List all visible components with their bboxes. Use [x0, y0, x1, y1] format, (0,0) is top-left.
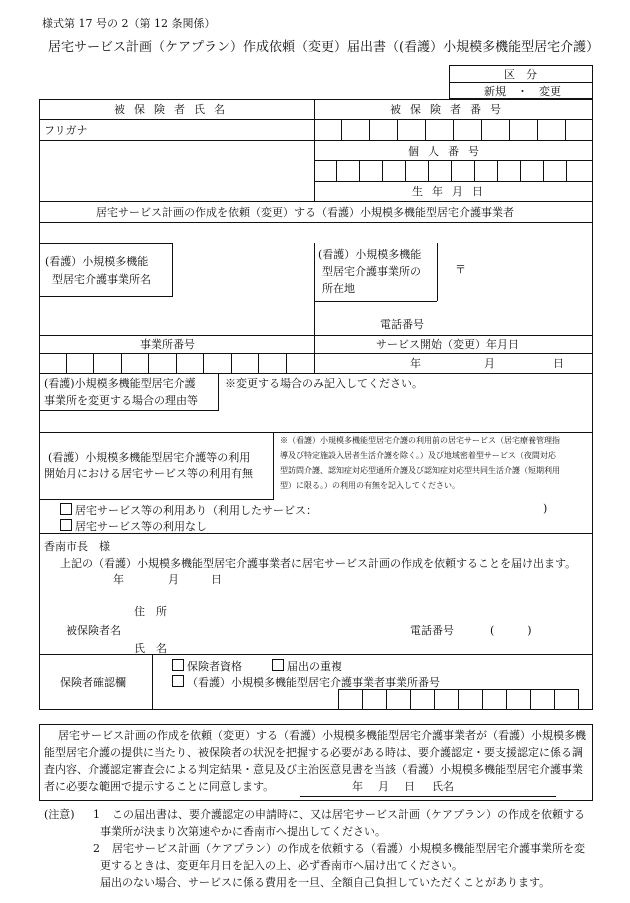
provider-phone-label: 電話番号 — [380, 318, 424, 331]
insurer-office-number-cells[interactable] — [338, 689, 579, 710]
provider-name-label-1: (看護）小規模多機能 — [45, 255, 149, 268]
usage-label-2: 開始月における居宅サービス等の利用有無 — [44, 467, 253, 480]
consent-line-2: 能型居宅介護の提供に当たり、被保険者の状況を把握する必要がある時は、要介護認定・要支援認定に係る調 — [44, 746, 583, 759]
start-day-label: 日 — [553, 357, 564, 370]
start-month-label: 月 — [484, 357, 495, 370]
note-1-line-1: この届出書は、要介護認定の申請時に、又は居宅サービス計画（ケアプラン）の作成を依頼する — [112, 808, 585, 821]
provider-name-label-2: 型居宅介護事業所名 — [52, 273, 151, 286]
note-2-number: 2 — [93, 842, 100, 855]
insurer-check-item-1[interactable]: 保険者資格 — [172, 659, 242, 672]
insurer-check-item-2[interactable]: 届出の重複 — [272, 659, 342, 672]
usage-option-yes-close: ) — [543, 502, 548, 515]
note-1-number: 1 — [93, 808, 100, 821]
usage-note-2: 導及び特定施設入居者生活介護を除く。）及び地域密着型サービス（夜間対応 — [280, 451, 556, 460]
insured-number-cells[interactable] — [314, 119, 593, 140]
addressee: 香南市長 様 — [44, 540, 110, 553]
declaration-day: 日 — [211, 573, 222, 586]
service-start-label: サービス開始（変更）年月日 — [376, 338, 519, 351]
insurer-check-item-3[interactable]: （看護）小規模多機能型居宅介護事業者事業所番号 — [172, 675, 440, 688]
insured-name-label: 被保険者氏名 — [114, 103, 234, 116]
consent-signature-line[interactable] — [300, 796, 556, 797]
provider-address-label-3: 所在地 — [322, 282, 355, 295]
declaration-text: 上記の（看護）小規模多機能型居宅介護事業者に居宅サービス計画の作成を依頼することを届け出ます。 — [60, 557, 577, 570]
note-2-line-3: 届出のない場合、サービスに係る費用を一旦、全額自己負担していただくことがあります。 — [100, 876, 551, 889]
usage-note-3: 型訪問介護、認知症対応型通所介護及び認知症対応型共同生活介護（短期利用 — [280, 466, 560, 475]
usage-label-box — [39, 432, 274, 500]
consent-day: 日 — [404, 780, 415, 793]
provider-address-label-2: 型居宅介護事業所の — [322, 265, 421, 278]
consent-month: 月 — [378, 780, 389, 793]
provider-address-label-1: (看護）小規模多機能 — [318, 248, 422, 261]
form-id: 様式第 17 号の 2（第 12 条関係） — [42, 17, 216, 30]
checkbox-icon[interactable] — [172, 675, 184, 687]
insured-name-field[interactable] — [39, 119, 315, 201]
usage-option-yes[interactable]: 居宅サービス等の利用あり（利用したサービス： — [60, 503, 317, 516]
office-number-label: 事業所番号 — [140, 338, 195, 351]
checkbox-icon[interactable] — [60, 519, 72, 531]
insurer-check-label: 保険者確認欄 — [60, 676, 126, 689]
declaration-insured-label: 被保険者名 — [66, 624, 121, 637]
provider-header: 居宅サービス計画の作成を依頼（変更）する（看護）小規模多機能型居宅介護事業者 — [96, 206, 514, 219]
change-reason-label-2: 事業所を変更する場合の理由等 — [44, 394, 198, 407]
note-2-line-2: 更するときは、変更年月日を記入の上、必ず香南市へ届け出てください。 — [100, 859, 463, 872]
declaration-phone-parens[interactable]: ( ) — [490, 624, 532, 637]
birth-date-label: 生年月日 — [412, 185, 492, 198]
declaration-year: 年 — [113, 573, 124, 586]
personal-number-label: 個人番号 — [408, 145, 488, 158]
usage-label-1: (看護）小規模多機能型居宅介護等の利用 — [48, 451, 251, 464]
change-reason-label-1: (看護)小規模多機能型居宅介護 — [44, 377, 196, 390]
declaration-address-label: 住 所 — [134, 605, 167, 618]
usage-option-no[interactable]: 居宅サービス等の利用なし — [60, 519, 207, 532]
provider-name-label-box — [39, 243, 173, 297]
kubun-label: 区 分 — [504, 68, 537, 81]
insured-number-label: 被保険者番号 — [390, 103, 510, 116]
postal-mark: 〒 — [455, 263, 466, 276]
consent-line-1: 居宅サービス計画の作成を依頼（変更）する（看護）小規模多機能型居宅介護事業者が（看護）小規模多機 — [58, 729, 586, 742]
consent-line-3: 査内容、介護認定審査会による判定結果・意見及び主治医意見書を当該（看護）小規模多機能型居宅介護事業 — [44, 763, 583, 776]
checkbox-icon[interactable] — [60, 503, 72, 515]
note-1-line-2: 事業所が決まり次第速やかに香南市へ提出してください。 — [100, 825, 386, 838]
declaration-phone-label: 電話番号 — [410, 624, 454, 637]
usage-note-1: ※（看護）小規模多機能型居宅介護の利用前の居宅サービス（居宅療養管理指 — [280, 436, 560, 445]
kubun-value[interactable]: 新規 ・ 変更 — [484, 85, 561, 98]
consent-name-label: 氏名 — [432, 780, 454, 793]
change-reason-note: ※変更する場合のみ記入してください。 — [225, 377, 423, 390]
usage-note-4: 型）に限る。）の利用の有無を記入してください。 — [280, 481, 460, 490]
declaration-name-label: 氏 名 — [134, 642, 167, 655]
declaration-month: 月 — [168, 573, 179, 586]
start-year-label: 年 — [410, 357, 421, 370]
notes-label: (注意) — [44, 808, 75, 821]
consent-line-4: 者に必要な範囲で提示することに同意します。 — [44, 780, 275, 793]
furigana-label: フリガナ — [44, 124, 88, 137]
checkbox-icon[interactable] — [172, 659, 184, 671]
form-title: 居宅サービス計画（ケアプラン）作成依頼（変更）届出書（(看護）小規模多機能型居宅介護） — [48, 40, 600, 55]
office-number-cells[interactable] — [39, 353, 315, 373]
consent-year: 年 — [352, 780, 363, 793]
personal-number-cells[interactable] — [314, 160, 593, 181]
note-2-line-1: 居宅サービス計画（ケアプラン）の作成を依頼する（看護）小規模多機能型居宅介護事業所を変 — [112, 842, 585, 855]
checkbox-icon[interactable] — [272, 659, 284, 671]
